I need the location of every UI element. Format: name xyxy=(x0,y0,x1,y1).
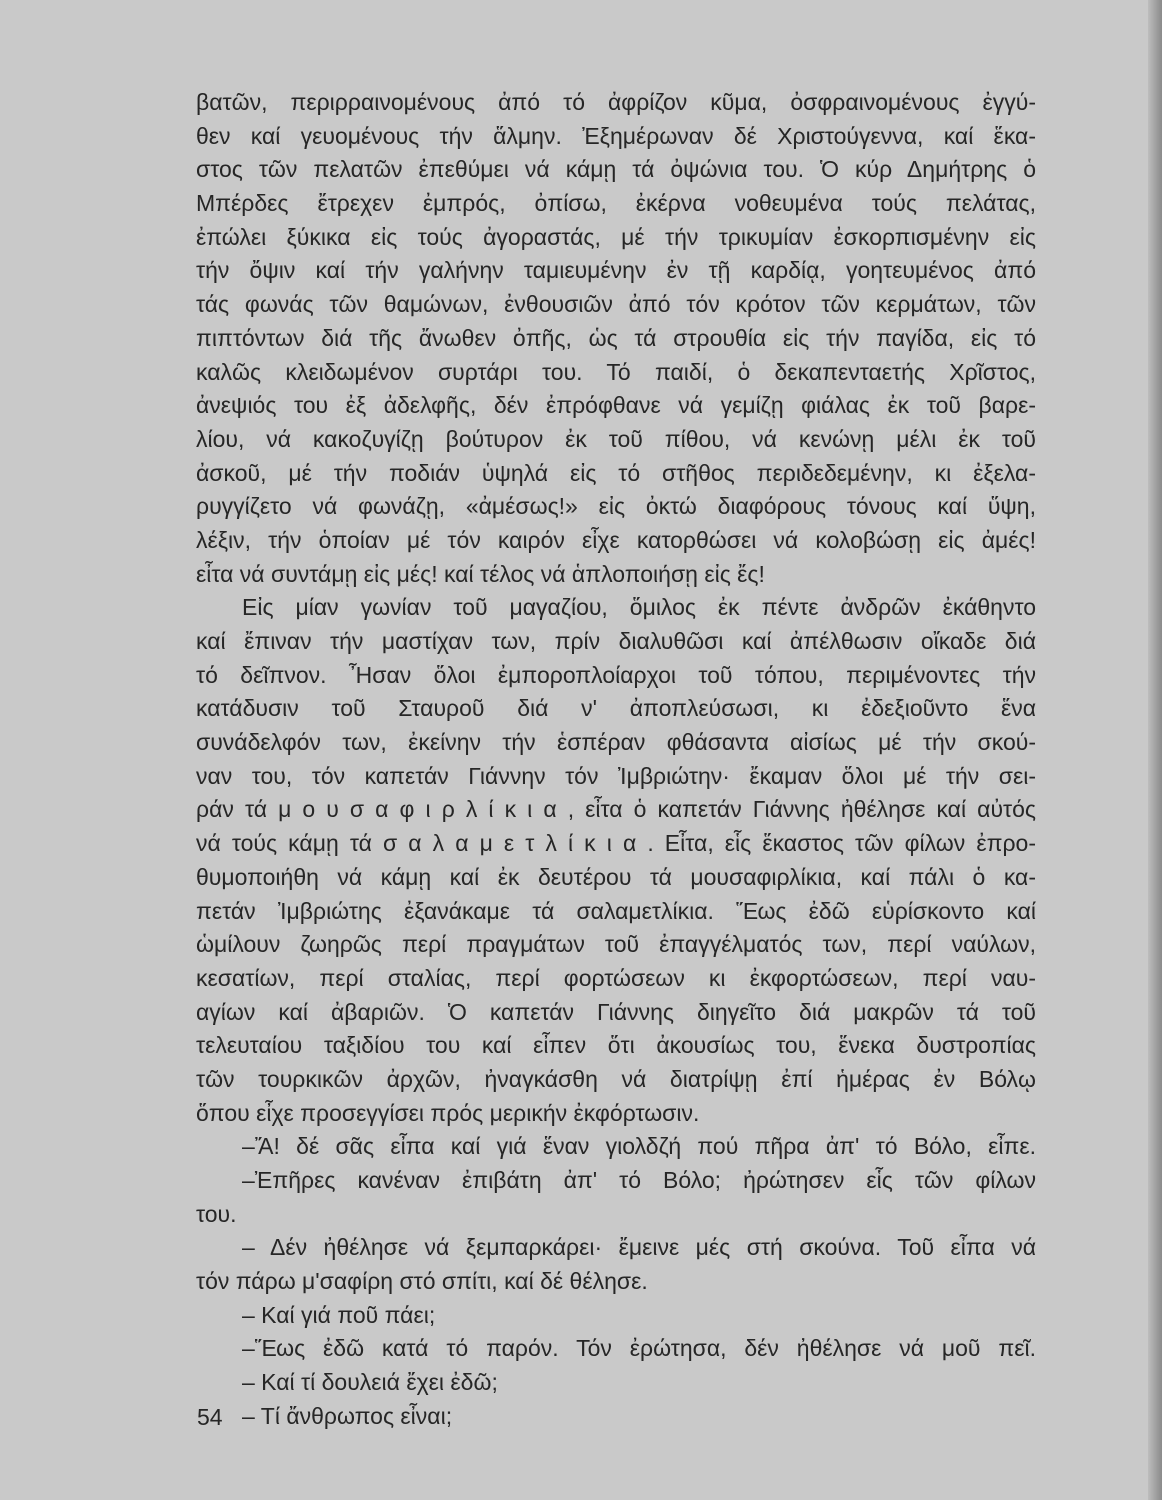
text-line: λέξιν, τήν ὁποίαν μέ τόν καιρόν εἶχε κατορθώσει νά κολοβώσῃ εἰς ἀμές! xyxy=(196,526,1036,553)
text-line: ράν τά μ ο υ σ α φ ι ρ λ ί κ ι α , εἶτα ὁ καπετάν Γιάννης ἠθέλησε καί αὐτός xyxy=(196,796,1036,823)
text-line: του. xyxy=(196,1200,237,1227)
text-line: ἐπώλει ξύκικα εἰς τούς ἀγοραστάς, μέ τήν τρικυμίαν ἐσκορπισμένην εἰς xyxy=(196,223,1036,250)
text-line: βατῶν, περιρραινομένους ἀπό τό ἀφρίζον κῦμα, ὀσφραινομένους ἐγγύ- xyxy=(196,89,1036,115)
text-line: – Δέν ἠθέλησε νά ξεμπαρκάρει· ἔμεινε μές στή σκούνα. Τοῦ εἶπα νά xyxy=(242,1234,1036,1261)
text-line: ἀνεψιός του ἐξ ἀδελφῆς, δέν ἐπρόφθανε νά γεμίζῃ φιάλας ἐκ τοῦ βαρε- xyxy=(196,392,1036,419)
text-line: λίου, νά κακοζυγίζῃ βούτυρον ἐκ τοῦ πίθου, νά κενώνῃ μέλι ἐκ τοῦ xyxy=(196,425,1036,452)
text-line: νά τούς κάμῃ τά σ α λ α μ ε τ λ ί κ ι α . Εἶτα, εἷς ἕκαστος τῶν φίλων ἐπρο- xyxy=(196,830,1036,857)
text-line: θεν καί γευομένους τήν ἅλμην. Ἐξημέρωναν δέ Χριστούγεννα, καί ἕκα- xyxy=(196,122,1036,149)
text-line: πετάν Ἰμβριώτης ἐξανάκαμε τά σαλαμετλίκια. Ἕως ἐδῶ εὑρίσκοντο καί xyxy=(196,897,1036,924)
text-line: –Ἄ! δέ σᾶς εἶπα καί γιά ἕναν γιολδζή πού πῆρα ἀπ' τό Βόλο, εἶπε. xyxy=(242,1133,1036,1160)
text-line: ρυγγίζετο νά φωνάζῃ, «ἀμέσως!» εἰς ὀκτώ διαφόρους τόνους καί ὕψη, xyxy=(196,493,1036,520)
page-edge-shadow xyxy=(1148,0,1162,1500)
text-line: ὡμίλουν ζωηρῶς περί πραγμάτων τοῦ ἐπαγγέλματός των, περί ναύλων, xyxy=(196,931,1036,958)
text-line: – Καί γιά ποῦ πάει; xyxy=(242,1301,436,1328)
text-line: ὅπου εἶχε προσεγγίσει πρός μερικήν ἐκφόρτωσιν. xyxy=(196,1099,700,1126)
text-line: Εἰς μίαν γωνίαν τοῦ μαγαζίου, ὅμιλος ἐκ πέντε ἀνδρῶν ἐκάθηντο xyxy=(242,594,1036,621)
text-line: κατάδυσιν τοῦ Σταυροῦ διά ν' ἀποπλεύσωσι, κι ἐδεξιοῦντο ἕνα xyxy=(196,695,1036,722)
text-line: ἀσκοῦ, μέ τήν ποδιάν ὑψηλά εἰς τό στῆθος περιδεδεμένην, κι ἐξελα- xyxy=(196,459,1036,486)
text-line: τελευταίου ταξιδίου του καί εἶπεν ὅτι ἀκουσίως του, ἕνεκα δυστροπίας xyxy=(196,1032,1036,1059)
text-line: στος τῶν πελατῶν ἐπεθύμει νά κάμῃ τά ὀψώνια του. Ὁ κύρ Δημήτρης ὁ xyxy=(196,156,1036,183)
text-line: καλῶς κλειδωμένον συρτάρι του. Τό παιδί, ὁ δεκαπενταετής Χρῖστος, xyxy=(196,358,1036,385)
text-line: συνάδελφόν των, ἐκείνην τήν ἑσπέραν φθάσαντα αἰσίως μέ τήν σκού- xyxy=(196,729,1036,756)
text-line: πιπτόντων διά τῆς ἄνωθεν ὀπῆς, ὡς τά στρουθία εἰς τήν παγίδα, εἰς τό xyxy=(196,324,1036,351)
text-line: τάς φωνάς τῶν θαμώνων, ἐνθουσιῶν ἀπό τόν κρότον τῶν κερμάτων, τῶν xyxy=(196,291,1036,318)
text-line: θυμοποιήθη νά κάμῃ καί ἐκ δευτέρου τά μουσαφιρλίκια, καί πάλι ὁ κα- xyxy=(196,863,1036,890)
text-line: –Ἕως ἐδῶ κατά τό παρόν. Τόν ἐρώτησα, δέν ἠθέλησε νά μοῦ πεῖ. xyxy=(242,1335,1036,1362)
text-line: αγίων καί ἀβαριῶν. Ὁ καπετάν Γιάννης διηγεῖτο διά μακρῶν τά τοῦ xyxy=(196,998,1036,1025)
text-line: Μπέρδες ἔτρεχεν ἐμπρός, ὀπίσω, ἐκέρνα νοθευμένα τούς πελάτας, xyxy=(196,190,1036,217)
text-line: εἶτα νά συντάμῃ εἰς μές! καί τέλος νά ἁπλοποιήσῃ εἰς ἔς! xyxy=(196,560,765,587)
text-line: – Τί ἄνθρωπος εἶναι; xyxy=(242,1402,453,1429)
text-line: τήν ὄψιν καί τήν γαλήνην ταμιευμένην ἐν τῇ καρδίᾳ, γοητευμένος ἀπό xyxy=(196,257,1036,284)
text-line: ναν του, τόν καπετάν Γιάννην τόν Ἰμβριώτην· ἔκαμαν ὅλοι μέ τήν σει- xyxy=(196,762,1036,789)
text-line: –Ἐπῆρες κανέναν ἐπιβάτη ἀπ' τό Βόλο; ἠρώτησεν εἷς τῶν φίλων xyxy=(242,1167,1036,1193)
text-line: τῶν τουρκικῶν ἀρχῶν, ἠναγκάσθη νά διατρίψῃ ἐπί ἡμέρας ἐν Βόλῳ xyxy=(196,1065,1036,1092)
text-line: – Καί τί δουλειά ἔχει ἐδῶ; xyxy=(242,1369,498,1396)
text-line: κεσατίων, περί σταλίας, περί φορτώσεων κι ἐκφορτώσεων, περί ναυ- xyxy=(196,964,1036,991)
text-line: τό δεῖπνον. Ἦσαν ὅλοι ἐμποροπλοίαρχοι τοῦ τόπου, περιμένοντες τήν xyxy=(196,661,1036,688)
text-line: τόν πάρω μ'σαφίρη στό σπίτι, καί δέ θέλησε. xyxy=(196,1268,648,1295)
text-line: καί ἔπιναν τήν μαστίχαν των, πρίν διαλυθῶσι καί ἀπέλθωσιν οἴκαδε διά xyxy=(196,628,1036,654)
body-text xyxy=(196,86,1036,1434)
page-number: 54 xyxy=(197,1404,223,1430)
